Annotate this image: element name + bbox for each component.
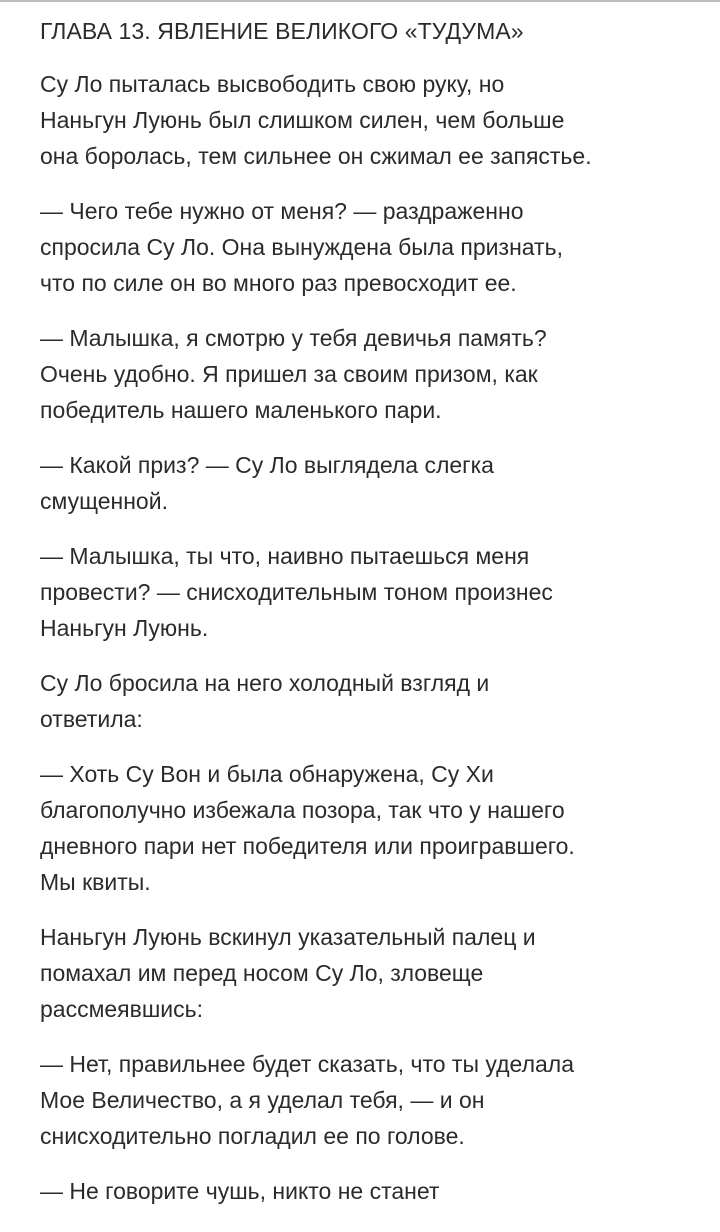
text-line: смущенной.: [40, 488, 168, 514]
reader-content[interactable]: [40, 14, 700, 1228]
text-line: рассмеявшись:: [40, 996, 204, 1022]
text-line: — Малышка, я смотрю у тебя девичья память?: [40, 325, 547, 351]
text-line: Су Ло бросила на него холодный взгляд и: [40, 670, 490, 696]
text-line: Мое Величество, а я уделал тебя, — и он: [40, 1087, 485, 1113]
text-line: дневного пари нет победителя или проигравшего.: [40, 833, 575, 859]
paragraph-3: [40, 320, 700, 428]
top-divider: [0, 0, 720, 2]
paragraph-1: [40, 66, 700, 174]
paragraph-7: [40, 756, 700, 900]
chapter-title: ГЛАВА 13. ЯВЛЕНИЕ ВЕЛИКОГО «ТУДУМА»: [40, 18, 524, 44]
text-line: Очень удобно. Я пришел за своим призом, как: [40, 361, 538, 387]
paragraph-6: [40, 665, 700, 737]
paragraph-4: [40, 447, 700, 519]
text-line: Мы квиты.: [40, 869, 151, 895]
paragraph-8: [40, 919, 700, 1027]
text-line: провести? — снисходительным тоном произнес: [40, 579, 553, 605]
text-line: помахал им перед носом Су Ло, зловеще: [40, 960, 484, 986]
paragraph-10: [40, 1173, 700, 1209]
text-line: — Чего тебе нужно от меня? — раздраженно: [40, 198, 524, 224]
text-line: Су Ло пыталась высвободить свою руку, но: [40, 71, 505, 97]
text-line: Наньгун Луюнь был слишком силен, чем больше: [40, 107, 565, 133]
text-line: благополучно избежала позора, так что у нашего: [40, 797, 565, 823]
text-line: Наньгун Луюнь вскинул указательный палец и: [40, 924, 536, 950]
text-line: — Какой приз? — Су Ло выглядела слегка: [40, 452, 494, 478]
paragraph-5: [40, 538, 700, 646]
text-line: Наньгун Луюнь.: [40, 615, 209, 641]
text-line: — Малышка, ты что, наивно пытаешься меня: [40, 543, 530, 569]
text-line: — Не говорите чушь, никто не станет: [40, 1178, 440, 1204]
text-line: победитель нашего маленького пари.: [40, 397, 442, 423]
text-line: спросила Су Ло. Она вынуждена была признать,: [40, 234, 563, 260]
text-line: — Нет, правильнее будет сказать, что ты уделала: [40, 1051, 574, 1077]
text-line: снисходительно погладил ее по голове.: [40, 1123, 465, 1149]
paragraph-9: [40, 1046, 700, 1154]
text-line: — Хоть Су Вон и была обнаружена, Су Хи: [40, 761, 494, 787]
text-line: что по силе он во много раз превосходит ее.: [40, 270, 517, 296]
text-line: она боролась, тем сильнее он сжимал ее запястье.: [40, 143, 592, 169]
paragraph-2: [40, 193, 700, 301]
text-line: ответила:: [40, 706, 143, 732]
